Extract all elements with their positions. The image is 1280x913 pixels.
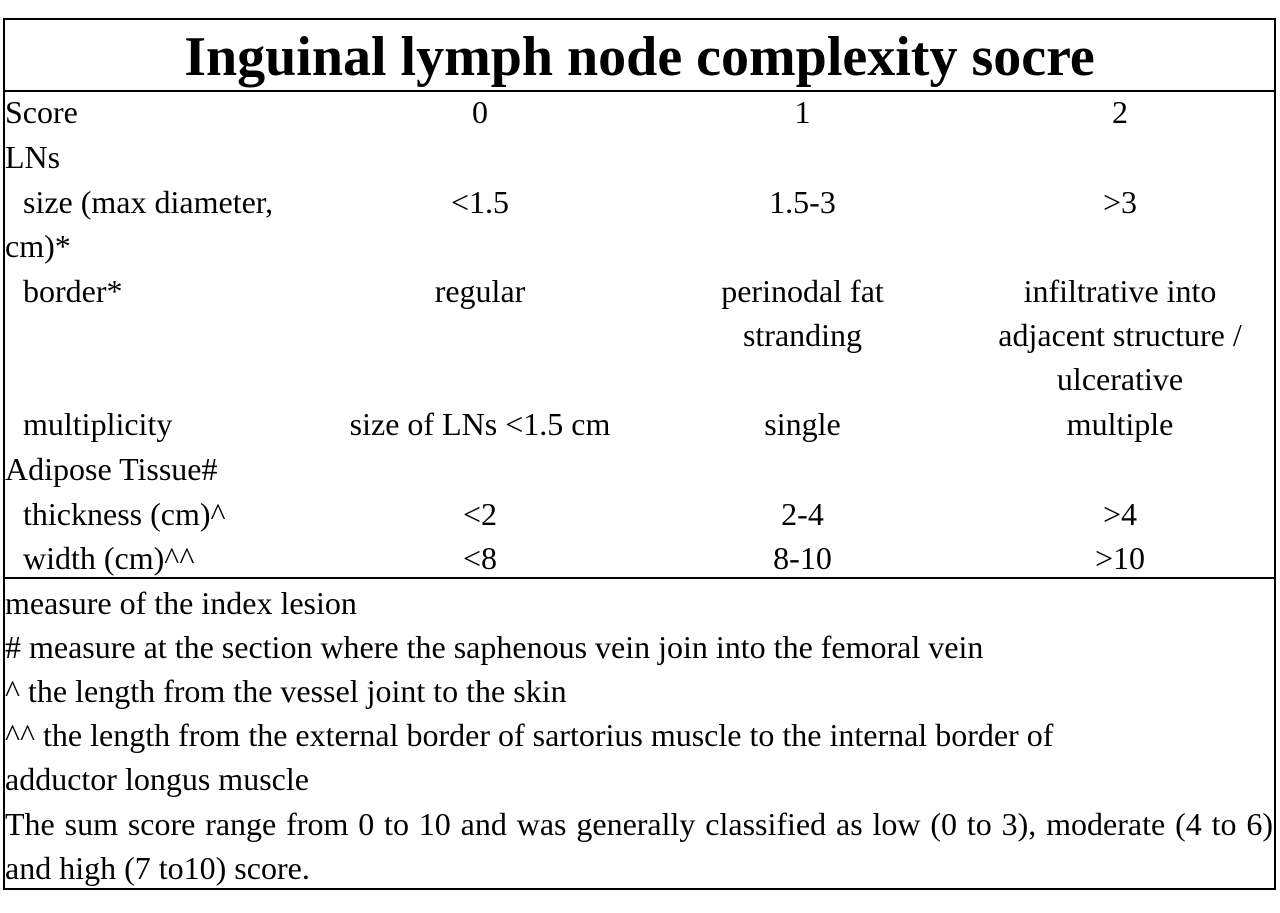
width-score-0: <8	[462, 540, 498, 576]
score-header-0: 0	[472, 94, 488, 130]
footnote-double-caret-line1: ^^ the length from the external border of sartorius muscle to the internal border of	[5, 717, 1054, 753]
multiplicity-label: multiplicity	[23, 406, 173, 442]
border-score-2-line1: infiltrative into	[1023, 273, 1217, 309]
border-score-1-line1: perinodal fat	[721, 273, 884, 309]
section-lns: LNs	[5, 139, 61, 175]
size-label-line1: size (max diameter,	[23, 184, 274, 220]
border-label: border*	[23, 273, 123, 309]
thickness-score-0: <2	[462, 496, 498, 532]
footnote-sum-score: The sum score range from 0 to 10 and was generally classified as low (0 to 3), moderate (4 to 6) and high (7 to10) score.	[5, 806, 1273, 886]
multiplicity-score-2: multiple	[1066, 406, 1174, 442]
footnote-caret: ^ the length from the vessel joint to the skin	[5, 673, 567, 709]
border-score-1-line2: stranding	[742, 317, 863, 353]
border-score-2-line2: adjacent structure /	[998, 317, 1242, 353]
width-score-1: 8-10	[773, 540, 832, 576]
score-header-2: 2	[1112, 94, 1128, 130]
border-score-0: regular	[434, 273, 526, 309]
multiplicity-score-1: single	[764, 406, 841, 442]
thickness-score-1: 2-4	[781, 496, 824, 532]
size-score-0: <1.5	[450, 184, 510, 220]
score-table	[3, 18, 1276, 890]
border-score-2-line3: ulcerative	[1056, 361, 1184, 397]
thickness-label: thickness (cm)^	[23, 496, 226, 532]
footnote-double-caret-line2: adductor longus muscle	[5, 761, 309, 797]
thickness-score-2: >4	[1102, 496, 1138, 532]
size-score-2: >3	[1102, 184, 1138, 220]
multiplicity-score-0: size of LNs <1.5 cm	[349, 406, 611, 442]
footnote-divider	[5, 577, 1274, 579]
score-header-1: 1	[794, 94, 811, 130]
footnote-index-lesion: measure of the index lesion	[5, 585, 357, 621]
section-adipose: Adipose Tissue#	[5, 451, 218, 487]
width-label: width (cm)^^	[23, 540, 195, 576]
size-label-line2: cm)*	[5, 228, 71, 264]
table-title: Inguinal lymph node complexity socre	[184, 26, 1095, 88]
footnote-hash: # measure at the section where the saphenous vein join into the femoral vein	[5, 629, 984, 665]
width-score-2: >10	[1094, 540, 1146, 576]
score-header-label: Score	[5, 94, 78, 130]
size-score-1: 1.5-3	[769, 184, 836, 220]
